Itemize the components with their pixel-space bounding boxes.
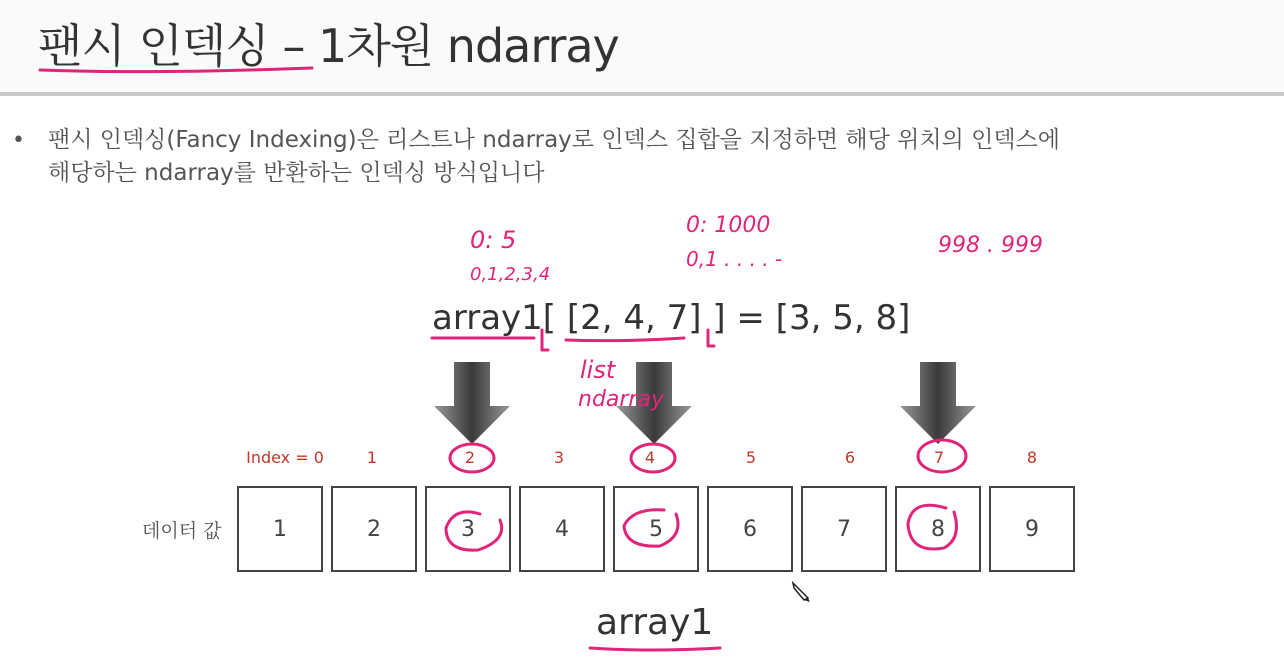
array-cell-5: 6 — [707, 486, 793, 572]
index-label-0: Index = 0 — [246, 448, 324, 467]
array-cell-8: 9 — [989, 486, 1075, 572]
array-cell-6: 7 — [801, 486, 887, 572]
array-cell-0: 1 — [237, 486, 323, 572]
annotation-range-1000: 0: 1000 — [686, 213, 771, 238]
slide-title: 팬시 인덱싱 – 1차원 ndarray — [38, 19, 619, 73]
annotation-list: list — [580, 356, 616, 384]
index-label-3: 3 — [553, 448, 565, 467]
index-label-4: 4 — [644, 448, 656, 467]
title-bar — [0, 0, 1284, 92]
pen-cursor-icon — [790, 580, 814, 604]
array-cell-2: 3 — [425, 486, 511, 572]
annotation-tail-1000: 998 . 999 — [938, 233, 1043, 258]
bullet-text — [48, 124, 1248, 190]
caption-underline — [590, 648, 720, 650]
value-row-label: 데이터 값 — [142, 520, 222, 542]
array-cell-1: 2 — [331, 486, 417, 572]
fancy-index-expression: array1[ [2, 4, 7] ] = [3, 5, 8] — [432, 298, 911, 338]
down-arrow-icon-index-4 — [616, 362, 692, 444]
annotation-range-5: 0: 5 — [470, 226, 517, 254]
index-label-7: 7 — [933, 448, 945, 467]
index-label-6: 6 — [844, 448, 856, 467]
array-cell-4: 5 — [613, 486, 699, 572]
index-label-8: 8 — [1026, 448, 1038, 467]
index-label-1: 1 — [366, 448, 378, 467]
list-underline — [566, 338, 684, 341]
title-divider — [0, 92, 1284, 96]
bullet-line-1: 팬시 인덱싱(Fancy Indexing)은 리스트나 ndarray로 인덱스 집합을 지정하면 해당 위치의 인덱스에 — [48, 127, 1061, 153]
annotation-seq-5: 0,1,2,3,4 — [470, 264, 551, 285]
array-cell-3: 4 — [519, 486, 605, 572]
down-arrow-icon-index-7 — [900, 362, 976, 444]
array-cell-7: 8 — [895, 486, 981, 572]
index-label-5: 5 — [745, 448, 757, 467]
bullet-marker: • — [12, 128, 25, 153]
annotation-seq-1000: 0,1 . . . . - — [686, 247, 783, 271]
bullet-line-2: 해당하는 ndarray를 반환하는 인덱싱 방식입니다 — [48, 160, 545, 186]
down-arrow-icon-index-2 — [434, 362, 510, 444]
index-label-2: 2 — [464, 448, 476, 467]
annotation-ndarray: ndarray — [578, 387, 664, 412]
array-caption: array1 — [596, 602, 714, 643]
